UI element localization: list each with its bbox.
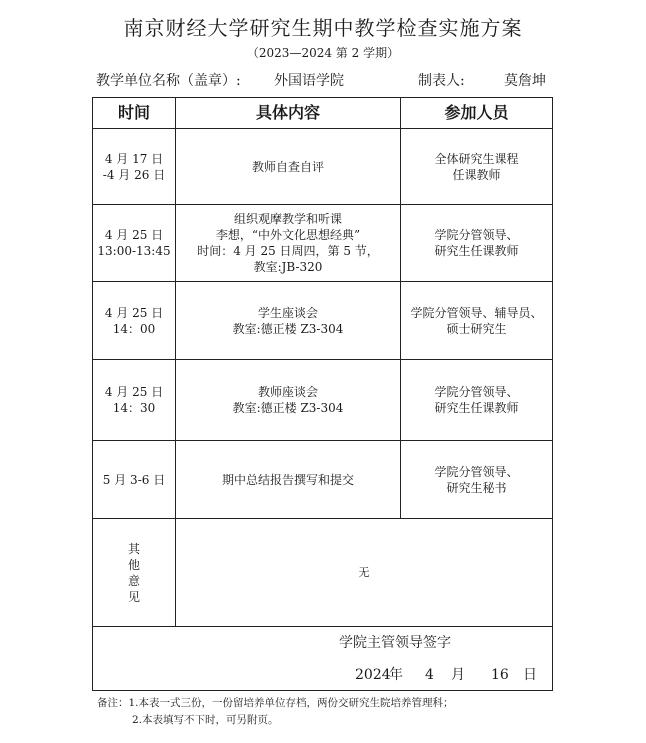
note-line-2: 2.本表填写不下时，可另附页。 [132,714,279,726]
sign-year-unit: 年 [389,667,403,683]
page-subtitle: （2023—2024 第 2 学期） [246,46,400,60]
sign-day-unit: 日 [523,667,537,683]
row-time: 5 月 3-6 日 [93,441,176,519]
row-time: 4 月 17 日 -4 月 26 日 [93,129,176,205]
unit-label: 教学单位名称（盖章）: [96,73,241,89]
row-people: 全体研究生课程 任课教师 [401,129,553,205]
signature-row [93,627,553,691]
maker-name: 莫詹坤 [504,73,546,89]
other-opinions-value: 无 [176,519,553,627]
schedule-table [92,97,553,691]
row-content: 教师自查自评 [176,129,401,205]
sign-month-unit: 月 [451,667,465,683]
page-title: 南京财经大学研究生期中教学检查实施方案 [123,16,523,40]
row-content: 期中总结报告撰写和提交 [176,441,401,519]
table-row [93,441,553,519]
header-content: 具体内容 [176,98,401,129]
table-row [93,205,553,282]
table-header-row [93,98,553,129]
table-row [93,360,553,441]
signature-cell [93,627,553,691]
note-line-1: 备注：1.本表一式三份，一份留培养单位存档，两份交研究生院培养管理科； [97,697,454,709]
other-opinions-label: 其 他 意 见 [93,519,176,627]
maker-label: 制表人: [418,73,465,89]
row-content: 教师座谈会 教室:德正楼 Z3-304 [176,360,401,441]
unit-name: 外国语学院 [274,73,344,89]
row-time: 4 月 25 日 13:00-13:45 [93,205,176,282]
row-content: 学生座谈会 教室:德正楼 Z3-304 [176,282,401,360]
signature-title: 学院主管领导签字 [339,635,451,651]
row-content: 组织观摩教学和听课 李想，“中外文化思想经典” 时间：4 月 25 日周四，第 5 节， 教室:JB-320 [176,205,401,282]
table-row [93,282,553,360]
footnotes [97,695,454,729]
sign-year: 2024 [355,667,391,683]
row-people: 学院分管领导、 研究生任课教师 [401,205,553,282]
table-row [93,129,553,205]
row-time: 4 月 25 日 14：00 [93,282,176,360]
header-time: 时间 [93,98,176,129]
row-people: 学院分管领导、辅导员、 硕士研究生 [401,282,553,360]
row-people: 学院分管领导、 研究生秘书 [401,441,553,519]
header-people: 参加人员 [401,98,553,129]
row-time: 4 月 25 日 14：30 [93,360,176,441]
sign-month: 4 [425,667,434,683]
other-opinions-row [93,519,553,627]
sign-day: 16 [491,667,509,683]
row-people: 学院分管领导、 研究生任课教师 [401,360,553,441]
